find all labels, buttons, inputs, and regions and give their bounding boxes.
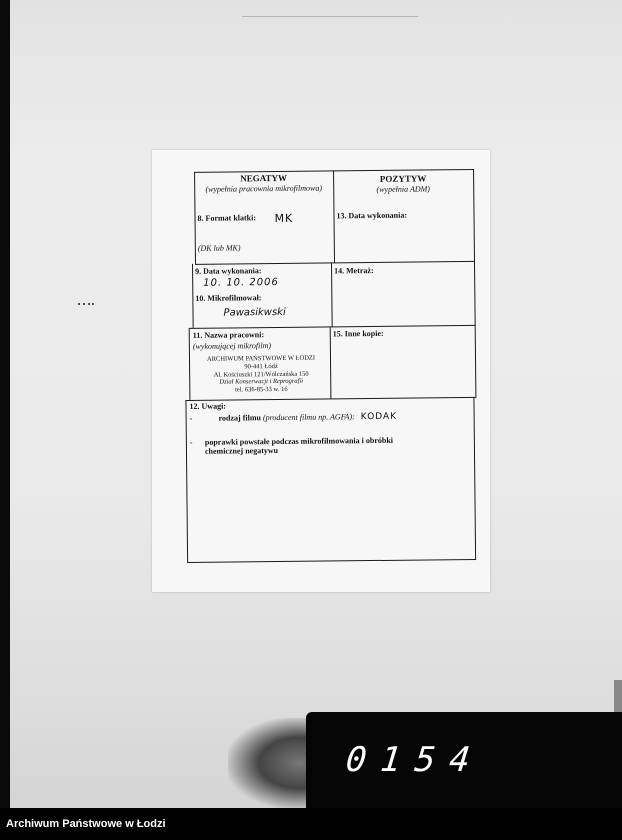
field-9-label: 9. Data wykonania: [195, 266, 262, 276]
film-edge [0, 0, 10, 808]
pozytyw-title: POZYTYW [379, 173, 427, 184]
footer-archive-name: Archiwum Państwowe w Łodzi [6, 818, 166, 830]
field-8-label: 8. Format klatki: [197, 213, 257, 223]
field-13-label: 13. Data wykonania: [336, 210, 408, 221]
counter-glow [228, 718, 318, 808]
footer-bar [0, 808, 622, 840]
remark-film-type: rodzaj filmu (producent filmu np. AGFA): KODAK [218, 411, 398, 423]
field-10-signature: Pawasikwski [223, 306, 286, 319]
negatyw-subtitle: (wypełnia pracownia mikrofilmowa) [205, 183, 323, 194]
field-15-label: 15. Inne kopie: [332, 328, 384, 339]
microfilm-form [182, 165, 478, 564]
field-14-label: 14. Metraż: [334, 265, 374, 276]
negatyw-title: NEGATYW [240, 172, 288, 184]
top-mark-line [242, 16, 418, 17]
field-8-note: (DK lub MK) [197, 243, 241, 253]
field-11-label: 11. Nazwa pracowni: [192, 330, 265, 340]
field-10-label: 10. Mikrofilmował: [195, 293, 262, 303]
frame-counter: 0154 [343, 740, 486, 780]
field-8-value: MK [274, 211, 294, 226]
archive-stamp: ARCHIWUM PAŃSTWOWE W ŁODZI 90-441 Łódź Al. Kościuszki 121/Wólczańska 150 Dział Konserwacji i Reprografii tel. 636-85-33 w. 16 [206, 354, 316, 394]
dust-marks [78, 303, 98, 307]
field-9-value: 10. 10. 2006 [203, 276, 279, 289]
remark-corrections: poprawki powstałe podczas mikrofilmowania i obróbki chemicznej negatywu [204, 435, 394, 456]
field-12-label: 12. Uwagi: [189, 401, 226, 411]
bullet-2: - [189, 437, 193, 447]
pozytyw-subtitle: (wypełnia ADM) [376, 184, 430, 194]
bullet-1: - [189, 413, 193, 423]
field-11-sublabel: (wykonującej mikrofilm) [192, 341, 272, 351]
